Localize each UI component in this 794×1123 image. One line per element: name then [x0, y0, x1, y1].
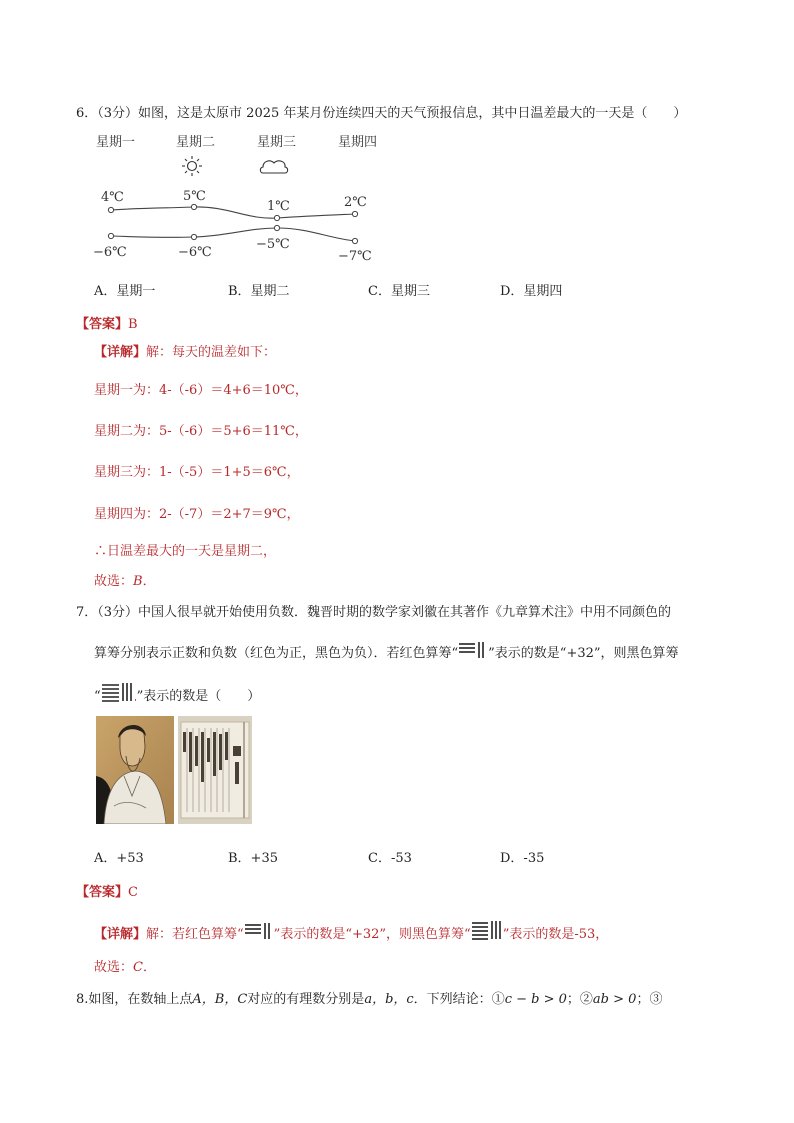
- q8-circle-1: ①: [491, 992, 505, 1007]
- q8-points: A，B，C: [192, 992, 248, 1007]
- high-label-thu: 2℃: [344, 195, 367, 210]
- answer-value: B: [128, 317, 138, 332]
- day-label-wed: 星期三: [257, 135, 297, 150]
- high-temp-line: [111, 207, 355, 218]
- q6-line-thu: 星期四为：2-（-7）＝2+7＝9℃，: [94, 507, 300, 522]
- q7-text-d: ”表示的数是（ ）: [136, 689, 261, 704]
- q7-stem-line2: [94, 641, 679, 661]
- high-point-wed: [274, 215, 279, 220]
- answer-value: C: [128, 885, 138, 900]
- q7-option-d: D．-35: [500, 851, 545, 866]
- q6-option-c: C．星期三: [368, 284, 430, 299]
- detail-label: 【详解】: [94, 927, 147, 942]
- q8-expr-1: c − b > 0: [504, 992, 567, 1007]
- low-point-mon: [108, 233, 113, 238]
- choose-suffix: ．: [142, 574, 156, 589]
- q6-detail-intro: [94, 341, 276, 360]
- q6-choose: [94, 570, 156, 589]
- q8-text-a: 8.如图，在数轴上点: [76, 992, 193, 1007]
- low-point-wed: [274, 225, 279, 230]
- q7-text-a: 算筹分别表示正数和负数（红色为正，黑色为负）．若红色算筹“: [94, 646, 459, 661]
- q7-option-b: B．+35: [228, 851, 278, 866]
- q6-answer: [76, 313, 138, 332]
- low-label-tue: −6℃: [178, 245, 212, 260]
- q7-choose: [94, 956, 156, 975]
- choose-prefix: 故选：: [94, 960, 134, 975]
- liu-hui-portrait-image: [96, 716, 174, 824]
- low-point-tue: [191, 234, 196, 239]
- q8-text-c: ．下列结论：: [413, 992, 492, 1007]
- counting-rods-32-icon: [458, 641, 488, 659]
- high-point-tue: [191, 204, 196, 209]
- detail-text-a: 解：若红色算筹“: [146, 927, 244, 942]
- q7-option-c: C．-53: [368, 851, 412, 866]
- counting-rods-53-icon: [101, 682, 137, 702]
- q8-vars: a，b，c: [364, 992, 414, 1007]
- q8-circle-3: ；③: [636, 992, 663, 1007]
- detail-text-b: ”表示的数是“+32”，则黑色算筹“: [273, 927, 471, 942]
- cloud-icon: [260, 161, 287, 173]
- q7-detail: [94, 920, 608, 942]
- day-label-thu: 星期四: [338, 135, 378, 150]
- q7-text-b: ”表示的数是“+32”，则黑色算筹: [488, 646, 679, 661]
- high-label-wed: 1℃: [267, 199, 290, 214]
- q6-option-d: D．星期四: [500, 284, 563, 299]
- answer-label: 【答案】: [76, 885, 129, 900]
- q8-stem: [76, 988, 662, 1007]
- detail-label: 【详解】: [94, 345, 147, 360]
- q7-answer: [76, 881, 138, 900]
- q6-option-b: B．星期二: [228, 284, 290, 299]
- high-label-mon: 4℃: [101, 190, 124, 205]
- detail-text-c: ”表示的数是-53，: [502, 927, 609, 942]
- q6-line-tue: 星期二为：5-（-6）＝5+6＝11℃，: [94, 424, 308, 439]
- high-label-tue: 5℃: [183, 189, 206, 204]
- q6-line-mon: 星期一为：4-（-6）＝4+6＝10℃，: [94, 383, 308, 398]
- counting-rods-53-icon: [471, 920, 503, 940]
- q6-stem: 6．（3分）如图，这是太原市 2025 年某月份连续四天的天气预报信息，其中日温差最大的一天是（ ）: [76, 106, 687, 121]
- q8-text-b: 对应的有理数分别是: [247, 992, 365, 1007]
- low-label-mon: −6℃: [93, 245, 127, 260]
- choose-prefix: 故选：: [94, 574, 134, 589]
- high-point-mon: [108, 207, 113, 212]
- detail-text: 解：每天的温差如下：: [146, 345, 277, 360]
- choose-value: C: [133, 960, 143, 975]
- q6-option-a: A．星期一: [94, 284, 156, 299]
- answer-label: 【答案】: [76, 317, 129, 332]
- q8-circle-2: ；②: [566, 992, 593, 1007]
- q7-stem-line1: 7．（3分）中国人很早就开始使用负数．魏晋时期的数学家刘徽在其著作《九章算术注》中用不同颜色的: [76, 605, 672, 620]
- q8-expr-2: ab > 0: [592, 992, 637, 1007]
- low-temp-line: [111, 228, 355, 241]
- q6-line-wed: 星期三为：1-（-5）＝1+5＝6℃，: [94, 465, 300, 480]
- day-label-mon: 星期一: [96, 135, 136, 150]
- counting-rods-32-icon: [244, 922, 274, 940]
- q7-stem-line3: [94, 682, 260, 704]
- low-point-thu: [352, 238, 357, 243]
- low-label-wed: −5℃: [256, 237, 290, 252]
- sun-icon: [182, 156, 202, 176]
- q6-weather-figure: [88, 130, 408, 270]
- nine-chapters-book-image: [178, 716, 252, 824]
- low-label-thu: −7℃: [338, 249, 372, 264]
- q7-text-c: “: [94, 689, 101, 704]
- day-label-tue: 星期二: [176, 135, 216, 150]
- q7-option-a: A．+53: [94, 851, 144, 866]
- choose-suffix: ．: [142, 960, 156, 975]
- q6-conclusion: ∴日温差最大的一天是星期二，: [94, 544, 277, 559]
- choose-value: B: [133, 574, 143, 589]
- high-point-thu: [352, 211, 357, 216]
